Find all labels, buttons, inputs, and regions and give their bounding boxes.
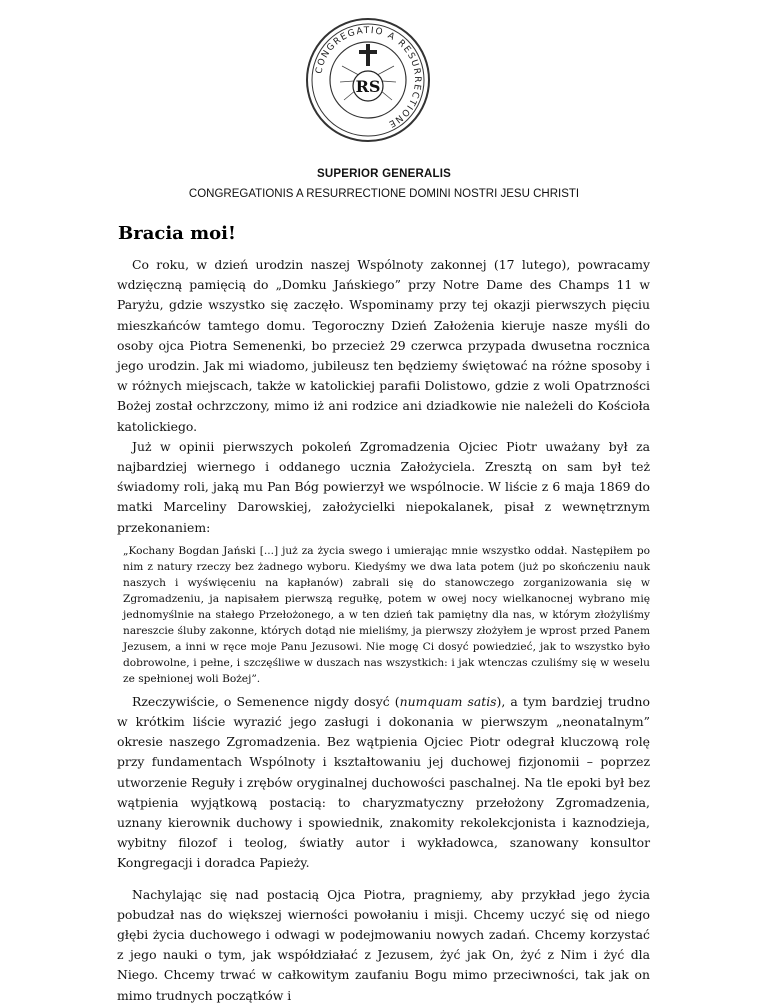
header-title: SUPERIOR GENERALIS [317, 168, 451, 180]
seal-ring-text: CONGREGATIO A RESURRECTIONE [314, 25, 423, 130]
paragraph-2: Już w opinii pierwszych pokoleń Zgromadzenia Ojciec Piotr uważany był za najbardziej wiernego i oddanego ucznia Założyciela. Zresztą on sam był też świadomy roli, jaką mu Pan Bóg powierzył we wspólnocie. W liście z 6 maja 1869 do matki Marceliny Darowskiej, założycielki niepokalanek, pisał z wewnętrznym przekonaniem: [117, 438, 650, 535]
seal-graphic [304, 16, 432, 144]
paragraph-3-start: Rzeczywiście, o Semenence nigdy dosyć ( [132, 693, 400, 709]
block-quote: „Kochany Bogdan Jański [...] już za życia swego i umierając mnie wszystko oddał. Następiłem po nim z natury rzeczy bez żadnego wyboru. Kiedyśmy we dwa lata potem (już po skończeniu nauk naszych i wyświęceniu na kapłanów) zabrali się do stanowczego zorganizowania się w Zgromadzeniu, ja napisałem pierwszą regułkę, potem w owej nocy wielkanocnej wybrano mię jednomyślnie na stałego Przełożonego, a w ten dzień tak pamiętny dla nas, w którym złożyliśmy nareszcie śluby zakonne, których dotąd nie mieliśmy, ja pierwszy złożyłem je wprost przed Panem Jezusem, a inni w ręce moje Panu Jezusowi. Nie mogę Ci dosyć powiedzieć, jak to wszystko było dobrowolne, i pełne, i szczęśliwe w duszach nas wszystkich: i jak wtenczas czuliśmy się w weselu ze spełnionej woli Bożej”. [123, 544, 650, 685]
seal-monogram: RS [355, 77, 381, 96]
paragraph-3-rest: ), a tym bardziej trudno w krótkim liście wyrazić jego zasługi i dokonania w pierwszym „neonatalnym” okresie naszego Zgromadzenia. Bez wątpienia Ojciec Piotr odegrał kluczową rolę przy fundamentach Wspólnoty i kształtowaniu jej duchowej fizjonomii – poprzez utworzenie Reguły i zrębów oryginalnej duchowości paschalnej. Na tle epoki był bez wątpienia wyjątkową postacią: to charyzmatyczny przełożony Zgromadzenia, uznany kierownik duchowy i spowiednik, znakomity rekolekcjonista i kaznodzieja, wybitny filozof i teolog, światły autor i wykładowca, szanowany konsultor Kongregacji i doradca Papieży. [117, 693, 650, 871]
paragraph-3 [117, 692, 650, 874]
paragraph-4: Nachylając się nad postacią Ojca Piotra, pragniemy, aby przykład jego życia pobudzał nas do większej wierności powołaniu i misji. Chcemy uczyć się od niego głębi życia duchowego i odwagi w podejmowaniu nowych zadań. Chcemy korzystać z jego nauki o tym, jak współdziałać z Jezusem, żyć jak On, żyć z Nim i żyć dla Niego. Chcemy trwać w całkowitym zaufaniu Bogu mimo przeciwności, tak jak on mimo trudnych początków i [117, 886, 650, 1003]
paragraph-1: Co roku, w dzień urodzin naszej Wspólnoty zakonnej (17 lutego), powracamy wdzięczną pamięcią do „Domku Jańskiego” przy Notre Dame des Champs 11 w Paryżu, gdzie wszystko się zaczęło. Wspominamy przy tej okazji pierwszych pięciu mieszkańców tamtego domu. Tegoroczny Dzień Założenia kieruje nasze myśli do osoby ojca Piotra Semenenki, bo przecież 29 czerwca przypada dwusetna rocznica jego urodzin. Jak mi wiadomo, jubileusz ten będziemy świętować na różne sposoby i w różnych miejscach, także w katolickiej parafii Dolistowo, gdzie z woli Opatrzności Bożej został ochrzczony, mimo iż ani rodzice ani dziadkowie nie należeli do Kościoła katolickiego. [117, 257, 650, 434]
latin-phrase: numquam satis [399, 693, 497, 709]
congregation-seal [304, 16, 432, 144]
header-subtitle: CONGREGATIONIS A RESURRECTIONE DOMINI NOSTRI JESU CHRISTI [188, 188, 580, 200]
letter-body [117, 255, 650, 1006]
letter-greeting: Bracia moi! [118, 223, 236, 244]
